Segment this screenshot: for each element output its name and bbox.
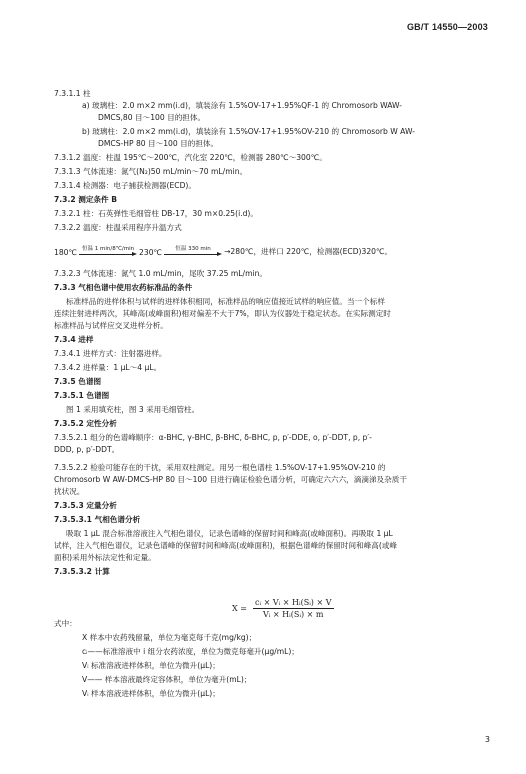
text-line: 7.3.5.2 定性分析	[54, 419, 117, 428]
program-start-temp: 180℃	[54, 248, 78, 257]
program-step2	[164, 246, 222, 257]
text-line: 7.3.5.2.2 检验可能存在的干扰，采用双柱测定。用另一根色谱柱 1.5%OV-17+1.95%OV-210 的	[54, 463, 386, 472]
text-line: 吸取 1 μL 混合标准溶液注入气相色谱仪，记录色谱峰的保留时间和峰高(或峰面积)。再吸取 1 μL	[66, 529, 393, 538]
standard-number-header: GB/T 14550—2003	[406, 22, 488, 32]
text-line: 7.3.2 测定条件 B	[54, 195, 118, 204]
text-line: 7.3.2.3 气体流速：氮气 1.0 mL/min，尾吹 37.25 mL/min。	[54, 269, 267, 278]
text-line: 7.3.4.2 进样量：1 μL～4 μL。	[54, 363, 162, 372]
text-line: 标准样品的进样体积与试样的进样体积相同，标准样品的响应值接近试样的响应值。当一个标样	[66, 297, 385, 306]
text-line: 7.3.5.3 定量分析	[54, 501, 117, 510]
text-line: Vᵢ 样本溶液进样体积，单位为微升(μL)；	[82, 689, 220, 698]
text-line: 7.3.1.3 气体流速：氮气(N₂)50 mL/min～70 mL/min。	[54, 167, 248, 176]
text-line: 扰状况。	[54, 487, 85, 496]
formula-fraction	[253, 598, 334, 619]
text-line: 连续注射进样两次，其峰高(或峰面积)相对偏差不大于7%，即认为仪器处于稳定状态。在实际测定时	[54, 309, 391, 318]
text-line: 7.3.2.1 柱：石英弹性毛细管柱 DB-17，30 m×0.25(i.d)。	[54, 209, 258, 218]
text-line: V—— 样本溶液最终定容体积，单位为毫升(mL)；	[82, 675, 252, 684]
text-line: DMCS-HP 80 目～100 目的担体。	[98, 139, 219, 148]
program-step2-label: 恒温 330 min	[175, 246, 211, 252]
arrow-right-icon	[79, 252, 137, 257]
arrow-right-icon	[164, 252, 222, 257]
page-number: 3	[484, 735, 490, 744]
text-line: 7.3.1.2 温度：柱温 195℃～200℃，汽化室 220℃，检测器 280℃～300℃。	[54, 153, 327, 162]
text-line: 7.3.2.2 温度：柱温采用程序升温方式	[54, 223, 182, 232]
text-line: Chromosorb W AW-DMCS-HP 80 目～100 目进行确证检验色谱分析，可确定六六六，滴滴涕及杂质干	[54, 475, 407, 484]
text-line: 7.3.3 气相色谱中使用农药标准品的条件	[54, 283, 193, 292]
temperature-program	[54, 246, 392, 257]
program-end-text: →280℃，进样口 220℃，检测器(ECD)320℃。	[224, 247, 393, 256]
program-step1-label: 恒温 1 min/8℃/min	[81, 246, 135, 252]
text-line: 7.3.5.3.2 计算	[54, 567, 110, 576]
text-line: DMCS,80 目～100 目的担体。	[98, 113, 206, 122]
text-line: a) 玻璃柱：2.0 m×2 mm(i.d)，填装涂有 1.5%OV-17+1.95%QF-1 的 Chromosorb WAW-	[82, 101, 402, 110]
text-line: 7.3.4 进样	[54, 335, 94, 344]
text-line: DDD, p, p′-DDT。	[54, 445, 120, 454]
formula-denominator: Vᵢ × Hᵢ(Sᵢ) × m	[262, 610, 324, 619]
program-mid-temp: 230℃	[139, 248, 163, 257]
text-line: 7.3.5.1 色谱图	[54, 391, 110, 400]
text-line: 标准样品与试样应交叉进样分析。	[54, 321, 168, 330]
text-line: Vᵢ 标准溶液进样体积，单位为微升(μL)；	[82, 661, 220, 670]
text-line: b) 玻璃柱：2.0 m×2 mm(i.d)，填装涂有 1.5%OV-17+1.95%OV-210 的 Chromosorb W AW-	[82, 127, 415, 136]
text-line: X 样本中农药残留量，单位为毫克每千克(mg/kg)；	[82, 633, 257, 642]
formula-lhs: X =	[232, 604, 247, 613]
text-line: 7.3.5.2.1 组分的色谱峰顺序：α-BHC, γ-BHC, β-BHC, δ-BHC, p, p′-DDE, o, p′-DDT, p, p′-	[54, 433, 372, 442]
text-line: 7.3.4.1 进样方式：注射器进样。	[54, 349, 167, 358]
text-line: cᵢ——标准溶液中 i 组分农药浓度，单位为微克每毫升(μg/mL)；	[82, 647, 299, 656]
text-line: 7.3.5 色谱图	[54, 377, 102, 386]
text-line: 式中：	[54, 619, 77, 628]
text-line: 图 1 采用填充柱，图 3 采用毛细管柱。	[66, 405, 200, 414]
text-line: 7.3.5.3.1 气相色谱分析	[54, 515, 141, 524]
calculation-formula	[232, 598, 334, 619]
text-line: 试样，注入气相色谱仪，记录色谱峰的保留时间和峰高(或峰面积)，根据色谱峰的保留时间和峰高(或峰	[54, 541, 398, 550]
program-step1	[79, 246, 137, 257]
text-line: 面积)采用外标法定性和定量。	[54, 553, 156, 562]
text-line: 7.3.1.4 检测器：电子捕获检测器(ECD)。	[54, 181, 196, 190]
text-line: 7.3.1.1 柱	[54, 89, 91, 98]
formula-numerator: cᵢ × Vᵢ × Hᵢ(Sᵢ) × V	[254, 598, 332, 607]
